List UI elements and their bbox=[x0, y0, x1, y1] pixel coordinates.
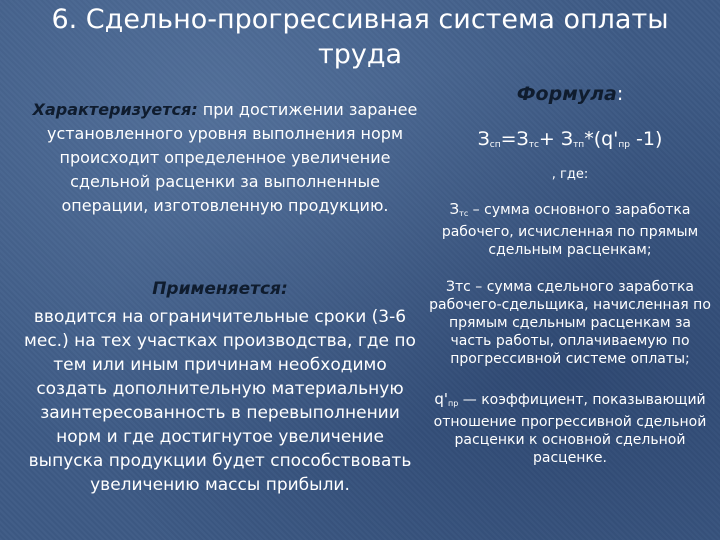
applies-text: вводится на ограничительные сроки (3-6 мес.) на тех участках производства, где по тем или иным причинам необходимо создать дополнительную материальную заинтересованность в перевыполнении норм и где достигнутое увеличение выпуска продукции будет способствовать увеличению массы прибыли. bbox=[24, 307, 416, 495]
title-line-2: труда bbox=[317, 39, 403, 70]
definition-subscript: тс bbox=[459, 209, 469, 218]
applies-label: Применяется: bbox=[152, 279, 288, 299]
definition-symbol: З bbox=[449, 200, 460, 218]
formula-subscript: сп bbox=[489, 140, 501, 150]
definition-text: — коэффициент, показывающий отношение прогрессивной сдельной расценки к основной сдельной расценке. bbox=[433, 392, 707, 466]
definition-symbol: q' bbox=[434, 390, 448, 408]
formula-colon: : bbox=[616, 83, 624, 105]
formula-subscript: тп bbox=[573, 140, 585, 150]
formula-part: *(q' bbox=[584, 128, 619, 150]
definition-coefficient bbox=[428, 390, 712, 467]
definition-text: – сумма основного заработка рабочего, исчисленная по прямым сдельным расценкам; bbox=[441, 202, 699, 258]
characterized-text-2: заранее установленного уровня выполнения норм происходит определенное увеличение сдельной расценки за выполненные операции, изготовленную продукцию. bbox=[46, 100, 418, 215]
formula bbox=[440, 128, 700, 150]
formula-part: =З bbox=[500, 128, 529, 150]
characterized-block bbox=[30, 98, 420, 218]
definition-subscript: пр bbox=[447, 399, 459, 408]
where-text: , где: bbox=[551, 167, 589, 182]
characterized-label: Характеризуется: bbox=[32, 100, 198, 119]
characterized-text-1: при достижении bbox=[197, 100, 344, 119]
formula-heading bbox=[440, 83, 700, 105]
definition-base-earnings bbox=[428, 200, 712, 259]
formula-subscript: тс bbox=[528, 140, 539, 150]
formula-part: + З bbox=[538, 128, 574, 150]
title-line-1: 6. Сдельно-прогрессивная система оплаты bbox=[51, 4, 669, 35]
formula-subscript: пр bbox=[618, 140, 631, 150]
definition-piece-earnings: Зтс – сумма сдельного заработка рабочего-сдельщика, начисленная по прямым сдельным расценкам за часть работы, оплачиваемую по прогрессивной системе оплаты; bbox=[429, 279, 711, 367]
slide-title bbox=[20, 2, 700, 72]
formula-part: З bbox=[477, 128, 490, 150]
formula-label: Формула bbox=[516, 83, 617, 105]
formula-part: -1) bbox=[630, 128, 663, 150]
applies-block bbox=[20, 277, 420, 497]
